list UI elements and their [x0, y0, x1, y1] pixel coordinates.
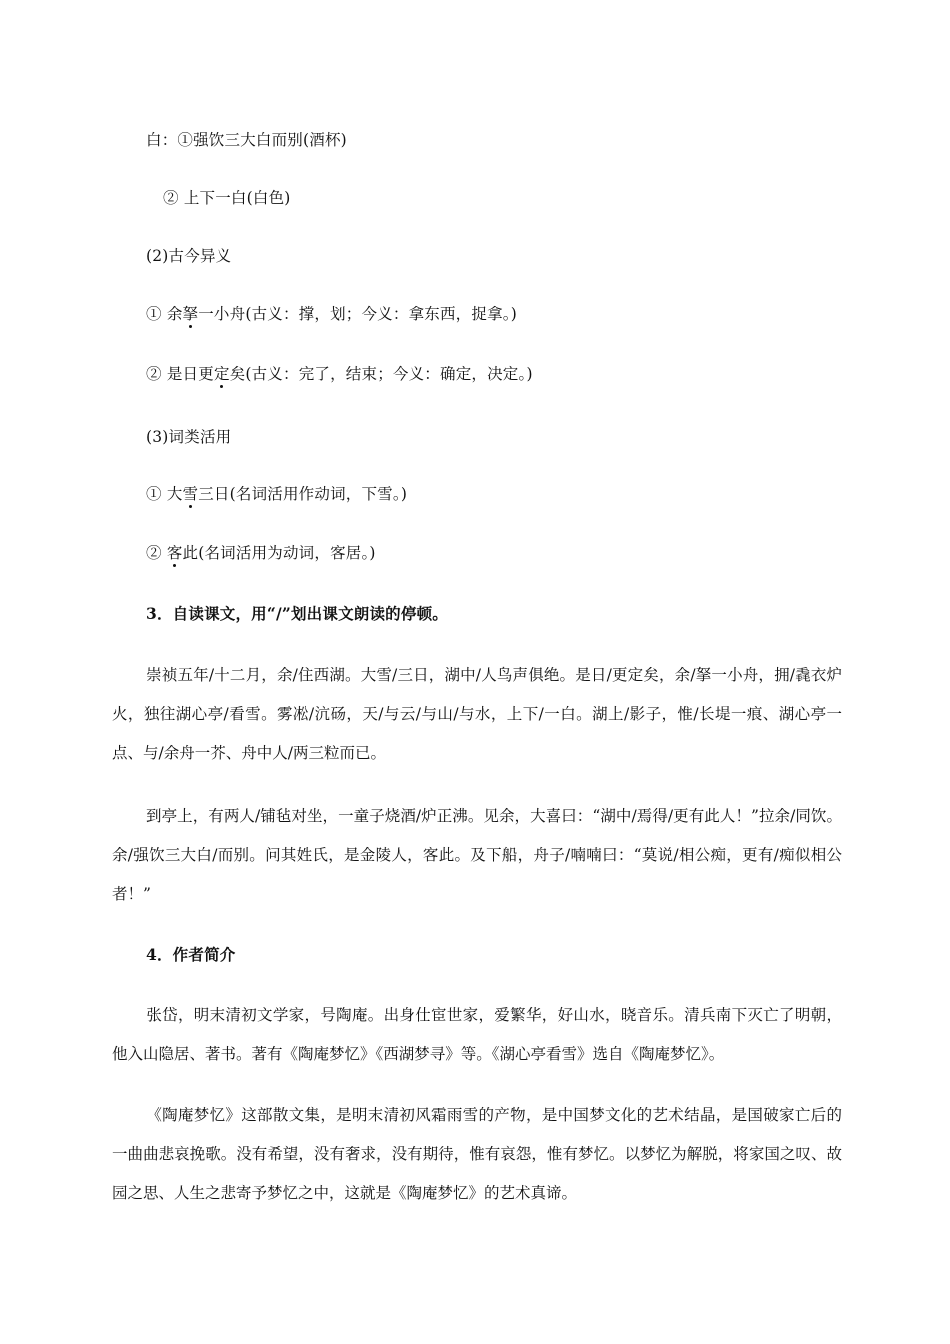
author-paragraph-1-content: 张岱，明末清初文学家，号陶庵。出身仕宦世家，爱繁华，好山水，晓音乐。清兵南下灭亡了明朝，他入山隐居、著书。著有《陶庵梦忆》《西湖梦寻》等。《湖心亭看雪》选自《陶庵梦忆》。 — [112, 1006, 842, 1063]
bai-meaning-1: 白：①强饮三大白而别(酒杯) — [146, 131, 347, 149]
author-paragraph-1 — [112, 996, 842, 1074]
gujin-item-2-post: 矣(古义：完了，结束；今义：确定，决定。) — [229, 365, 533, 383]
cilei-item-1 — [146, 482, 407, 504]
cilei-item-2-pre: ② — [146, 544, 167, 562]
cilei-item-2-post: 此(名词活用为动词，客居。) — [182, 544, 376, 562]
cilei-item-1-dotted-char: 雪 — [182, 485, 199, 503]
cilei-item-2-dotted-char: 客 — [166, 544, 183, 562]
section-4-heading: 4．作者简介 — [146, 945, 236, 964]
gujin-item-1-pre: ① 余 — [146, 305, 183, 323]
text-paragraph-1-content: 崇祯五年/十二月，余/住西湖。大雪/三日，湖中/人鸟声俱绝。是日/更定矣，余/拏一小舟，拥/毳衣炉火，独往湖心亭/看雪。雾凇/沆砀，天/与云/与山/与水，上下/一白。湖上/影子，惟/长堤一痕、湖心亭一点、与/余舟一芥、舟中人/两三粒而已。 — [112, 666, 842, 762]
gujin-item-1-post: 一小舟(古义：撑，划；今义：拿东西，捉拿。) — [198, 305, 517, 323]
section-3-heading: 3．自读课文，用“/”划出课文朗读的停顿。 — [146, 604, 448, 623]
author-paragraph-2-content: 《陶庵梦忆》这部散文集，是明末清初风霜雨雪的产物，是中国梦文化的艺术结晶，是国破家亡后的一曲曲悲哀挽歌。没有希望，没有奢求，没有期待，惟有哀怨，惟有梦忆。以梦忆为解脱，将家国之叹、故园之思、人生之悲寄予梦忆之中，这就是《陶庵梦忆》的艺术真谛。 — [112, 1106, 842, 1202]
text-paragraph-2 — [112, 797, 842, 914]
cilei-heading: (3)词类活用 — [146, 428, 232, 446]
author-paragraph-2 — [112, 1096, 842, 1213]
gujin-item-2-pre: ② 是日更 — [146, 365, 214, 383]
text-paragraph-1 — [112, 656, 842, 773]
gujin-item-2 — [146, 362, 533, 384]
bai-meaning-2: ② 上下一白(白色) — [163, 189, 291, 207]
gujin-item-2-dotted-char: 定 — [213, 365, 230, 383]
gujin-heading: (2)古今异义 — [146, 247, 232, 265]
cilei-item-2 — [146, 541, 376, 563]
text-paragraph-2-content: 到亭上，有两人/铺毡对坐，一童子烧酒/炉正沸。见余，大喜曰：“湖中/焉得/更有此人！”拉余/同饮。余/强饮三大白/而别。问其姓氏，是金陵人，客此。及下船，舟子/喃喃曰：“莫说/相公痴，更有/痴似相公者！” — [112, 807, 842, 903]
cilei-item-1-post: 三日(名词活用作动词，下雪。) — [198, 485, 408, 503]
gujin-item-1 — [146, 302, 517, 324]
gujin-item-1-dotted-char: 拏 — [182, 305, 199, 323]
cilei-item-1-pre: ① 大 — [146, 485, 183, 503]
